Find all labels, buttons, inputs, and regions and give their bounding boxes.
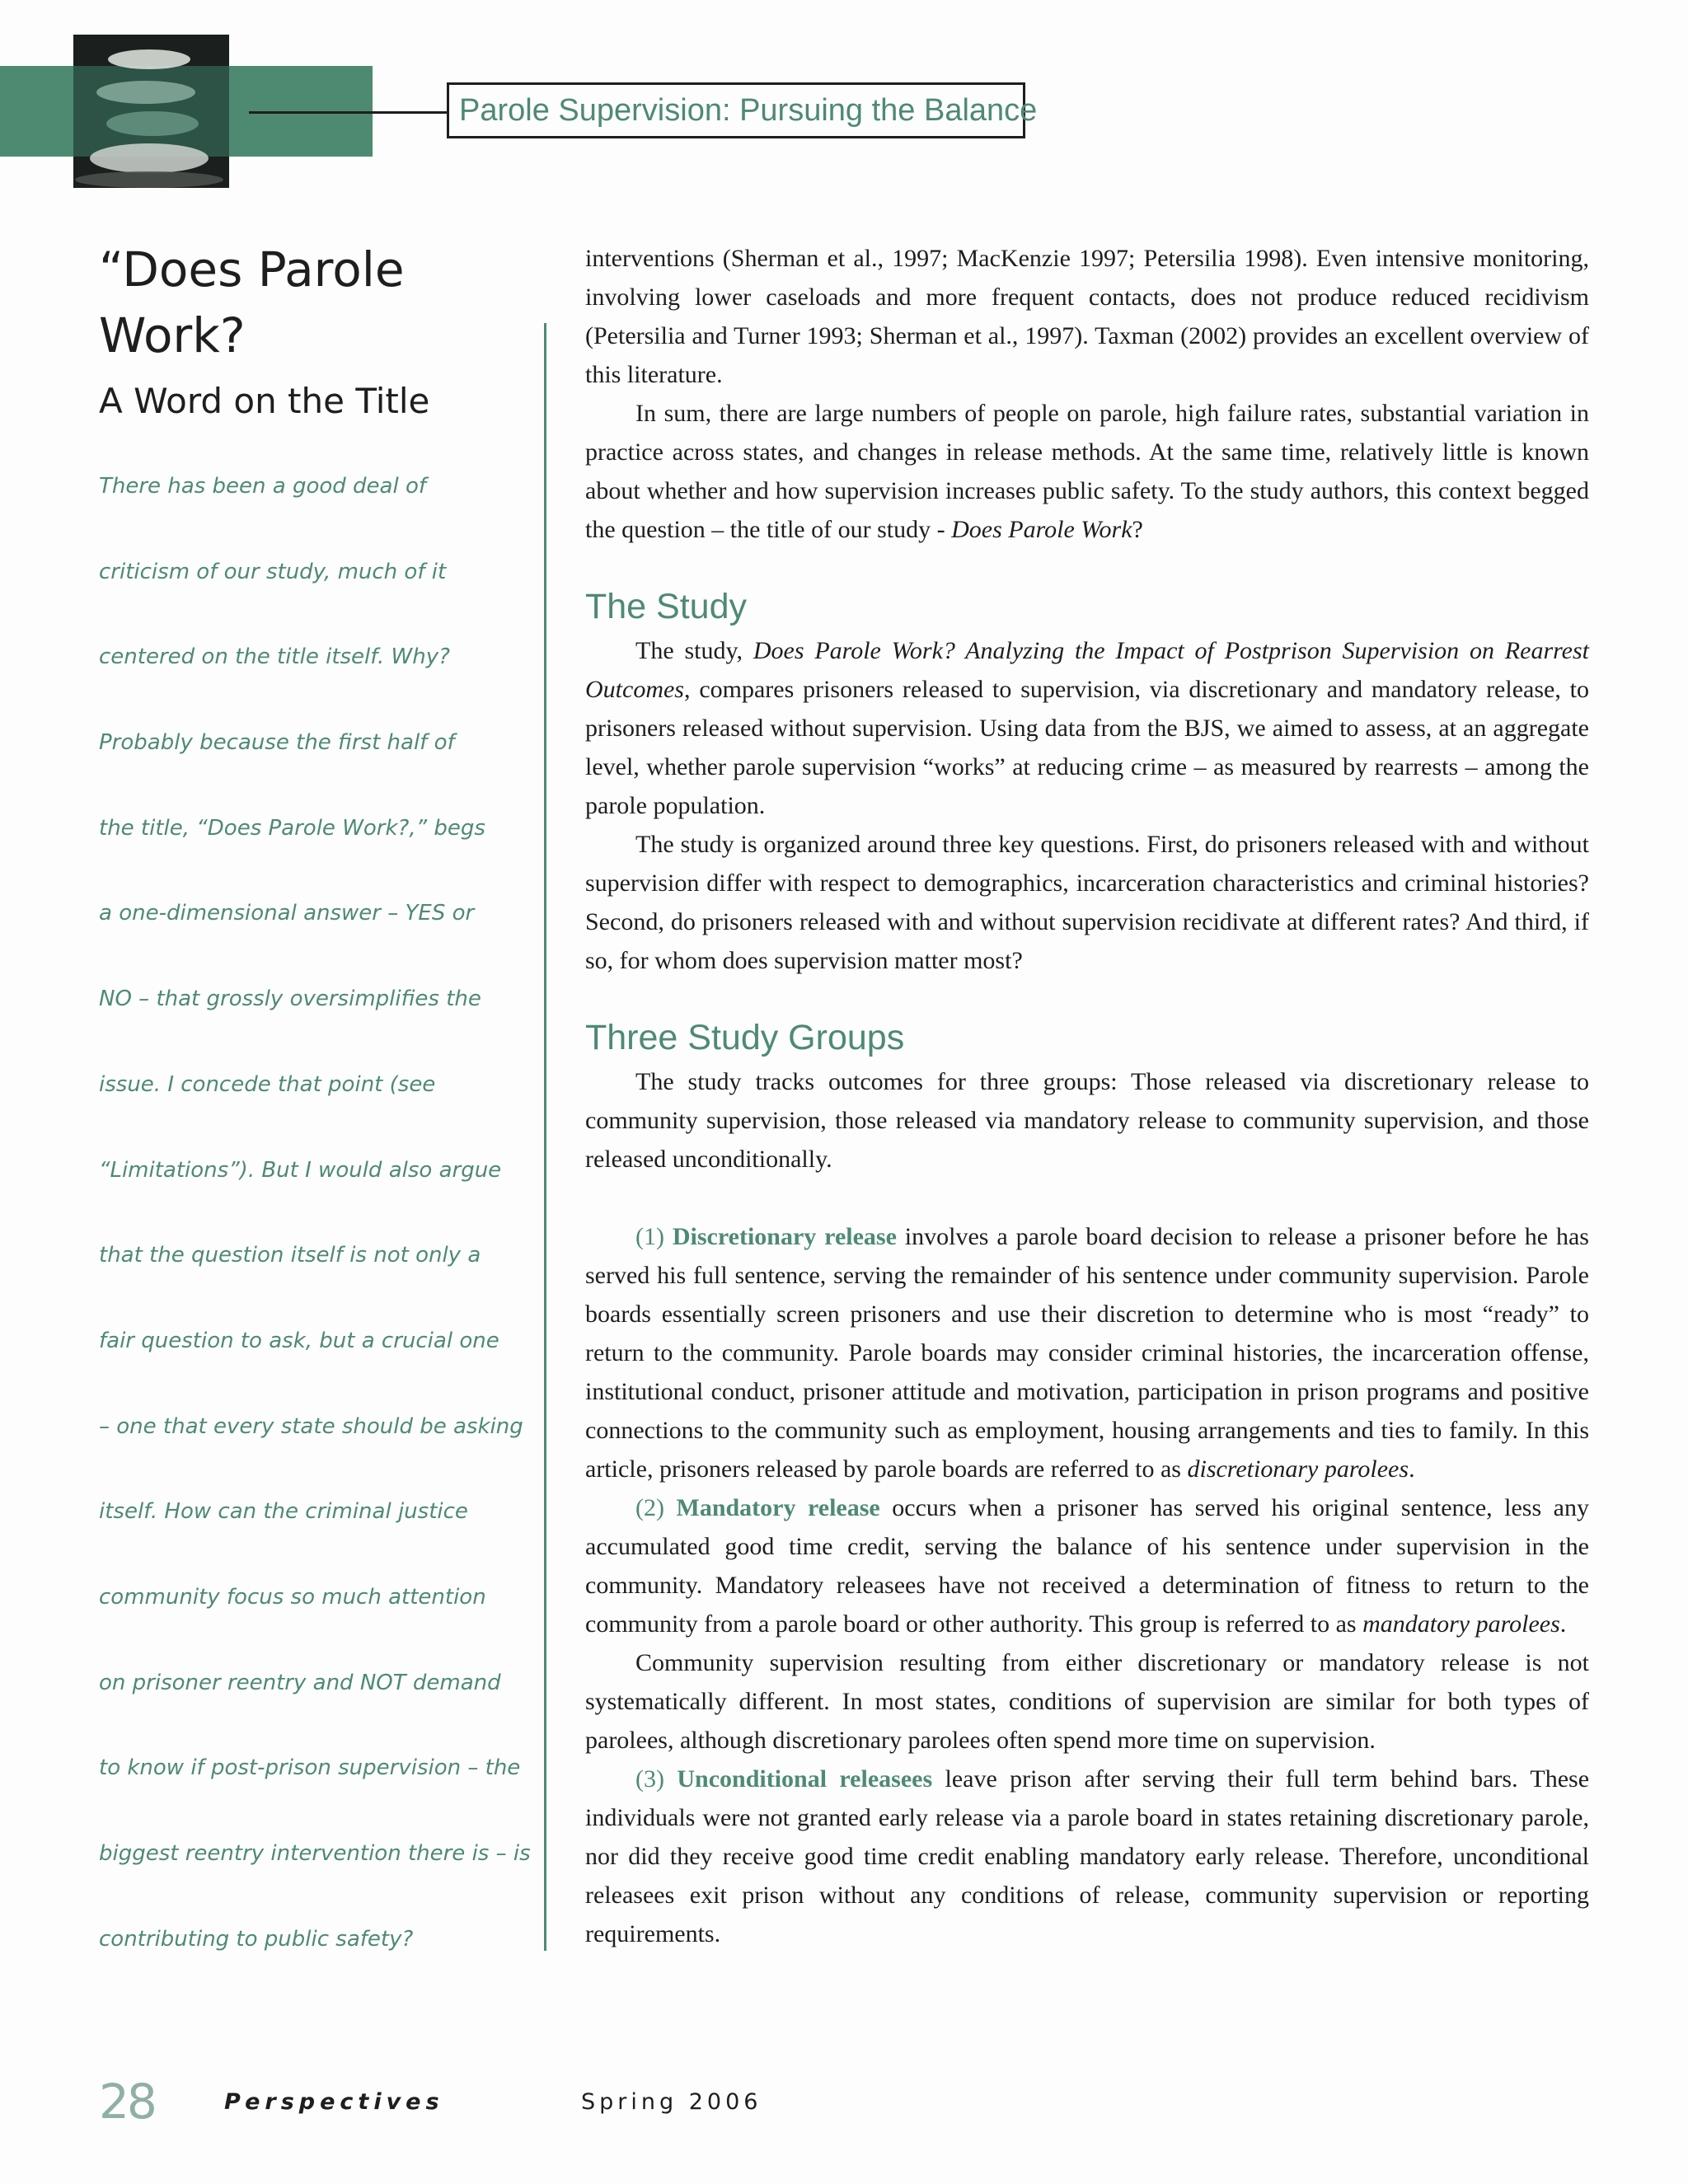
sidebar-title	[99, 237, 528, 368]
header-connector-line	[249, 111, 447, 114]
group-3-term: Unconditional releasees	[677, 1765, 933, 1793]
header-photo-stacked-stones	[73, 35, 229, 188]
community-supervision-paragraph: Community supervision resulting from either discretionary or mandatory release is not systematically different. In most states, conditions of supervision are similar for both types of parolees, although discretionary parolees often spend more time on supervision.	[585, 1649, 1589, 1754]
group-2-end: .	[1559, 1610, 1567, 1638]
intro-paragraph-1: interventions (Sherman et al., 1997; MacKenzie 1997; Petersilia 1998). Even intensive monitoring, involving lower caseloads and more frequent contacts, does not produce reduced recidivism (Petersilia and Turner 1993; Sherman et al., 1997). Taxman (2002) provides an excellent overview of this literature.	[585, 245, 1589, 388]
sidebar-line: Probably because the first half of	[99, 730, 455, 756]
group-2-paragraph	[585, 1488, 1589, 1643]
group-1-italic: discretionary parolees	[1187, 1455, 1409, 1483]
sidebar-line: a one-dimensional answer – YES or	[99, 901, 475, 926]
sidebar-title-line-1: “Does Parole	[99, 241, 405, 298]
page-number: 28	[99, 2074, 155, 2130]
groups-paragraph-1: The study tracks outcomes for three groups: Those released via discretionary release to community supervision, those released via mandatory release to community supervision, and those released unconditionally.	[585, 1068, 1589, 1173]
section-title: Parole Supervision: Pursuing the Balance	[447, 82, 1025, 138]
group-1-text: involves a parole board decision to release a prisoner before he has served his full sentence, serving the remainder of his sentence under community supervision. Parole boards essentially screen prisoners and use their discretion to determine who is most “ready” to return to the community. Parole boards may consider criminal histories, the incarceration offense, institutional conduct, prisoner attitude and motivation, participation in prison programs and positive connections to the community such as employment, housing arrangements and ties to family. In this article, prisoners released by parole boards are referred to as	[585, 1223, 1589, 1483]
study-paragraph-1	[585, 631, 1589, 825]
sidebar-line: issue. I concede that point (see	[99, 1071, 436, 1097]
group-2-italic: mandatory parolees	[1362, 1610, 1560, 1638]
intro-paragraph-2-end: ?	[1132, 516, 1143, 543]
sidebar-pull-quote	[99, 474, 531, 2012]
sidebar-line: “Limitations”). But I would also argue	[99, 1157, 502, 1183]
group-1-end: .	[1409, 1455, 1415, 1483]
intro-paragraph-2-text: In sum, there are large numbers of people on parole, high failure rates, substantial variation in practice across states, and changes in release methods. At the same time, relatively little is known about whether and how supervision increases public safety. To the study authors, this context begged the question – the title of our study -	[585, 400, 1589, 543]
sidebar-line: criticism of our study, much of it	[99, 559, 447, 584]
sidebar-line: the title, “Does Parole Work?,” begs	[99, 815, 485, 841]
sidebar-line: biggest reentry intervention there is – is	[99, 1841, 531, 1866]
group-1-number: (1)	[635, 1223, 673, 1250]
intro-paragraph-2-title: Does Parole Work	[951, 516, 1132, 543]
group-2-text: occurs when a prisoner has served his original sentence, less any accumulated good time credit, serving the balance of his sentence under supervision in the community. Mandatory releasees have not received a determination of fitness to return to the community from a parole board or other authority. This group is referred to as	[585, 1494, 1589, 1638]
sidebar-divider	[544, 323, 546, 1951]
main-article	[585, 239, 1589, 1953]
issue-date: Spring 2006	[581, 2088, 762, 2115]
sidebar-line: There has been a good deal of	[99, 474, 427, 499]
study-p1-start: The study,	[635, 637, 753, 664]
sidebar-line: that the question itself is not only a	[99, 1243, 481, 1268]
sidebar-line: itself. How can the criminal justice	[99, 1499, 468, 1525]
sidebar-line: centered on the title itself. Why?	[99, 644, 450, 670]
heading-the-study: The Study	[585, 587, 747, 626]
group-1-paragraph	[585, 1217, 1589, 1488]
study-p1-title: Does Parole Work? Analyzing the Impact of Postprison Supervision on Rearrest Outcomes	[585, 637, 1590, 703]
sidebar-line: – one that every state should be asking	[99, 1413, 523, 1439]
sidebar-line: NO – that grossly oversimplifies the	[99, 987, 481, 1012]
study-p1-end: , compares prisoners released to supervision, via discretionary and mandatory release, to prisoners released without supervision. Using data from the BJS, we aimed to assess, at an aggregate level, whether parole supervision “works” at reducing crime – as measured by rearrests – among the parole population.	[585, 676, 1589, 819]
group-3-number: (3)	[635, 1765, 678, 1793]
group-2-term: Mandatory release	[676, 1494, 880, 1521]
sidebar-line: to know if post-prison supervision – the	[99, 1755, 521, 1781]
sidebar-title-line-2: Work?	[99, 307, 246, 363]
magazine-name: Perspectives	[224, 2088, 444, 2115]
sidebar-line: contributing to public safety?	[99, 1926, 414, 1952]
sidebar-subtitle: A Word on the Title	[99, 381, 430, 421]
sidebar-line: fair question to ask, but a crucial one	[99, 1328, 499, 1353]
study-paragraph-2: The study is organized around three key questions. First, do prisoners released with and without supervision differ with respect to demographics, incarceration characteristics and criminal histories? Second, do prisoners released with and without supervision recidivate at different rates? And third, if so, for whom does supervision matter most?	[585, 831, 1589, 974]
sidebar-line: on prisoner reentry and NOT demand	[99, 1670, 501, 1695]
group-2-number: (2)	[635, 1494, 677, 1521]
group-3-text: leave prison after serving their full term behind bars. These individuals were not granted early release via a parole board in states retaining discretionary parole, nor did they receive good time credit enabling mandatory early release. Therefore, unconditional releasees exit prison without any conditions of release, community supervision or reporting requirements.	[585, 1765, 1590, 1947]
sidebar-line: community focus so much attention	[99, 1584, 486, 1610]
intro-paragraph-2	[585, 394, 1589, 549]
group-3-paragraph	[585, 1760, 1589, 1953]
group-1-term: Discretionary release	[672, 1223, 897, 1250]
heading-three-study-groups: Three Study Groups	[585, 1018, 905, 1057]
